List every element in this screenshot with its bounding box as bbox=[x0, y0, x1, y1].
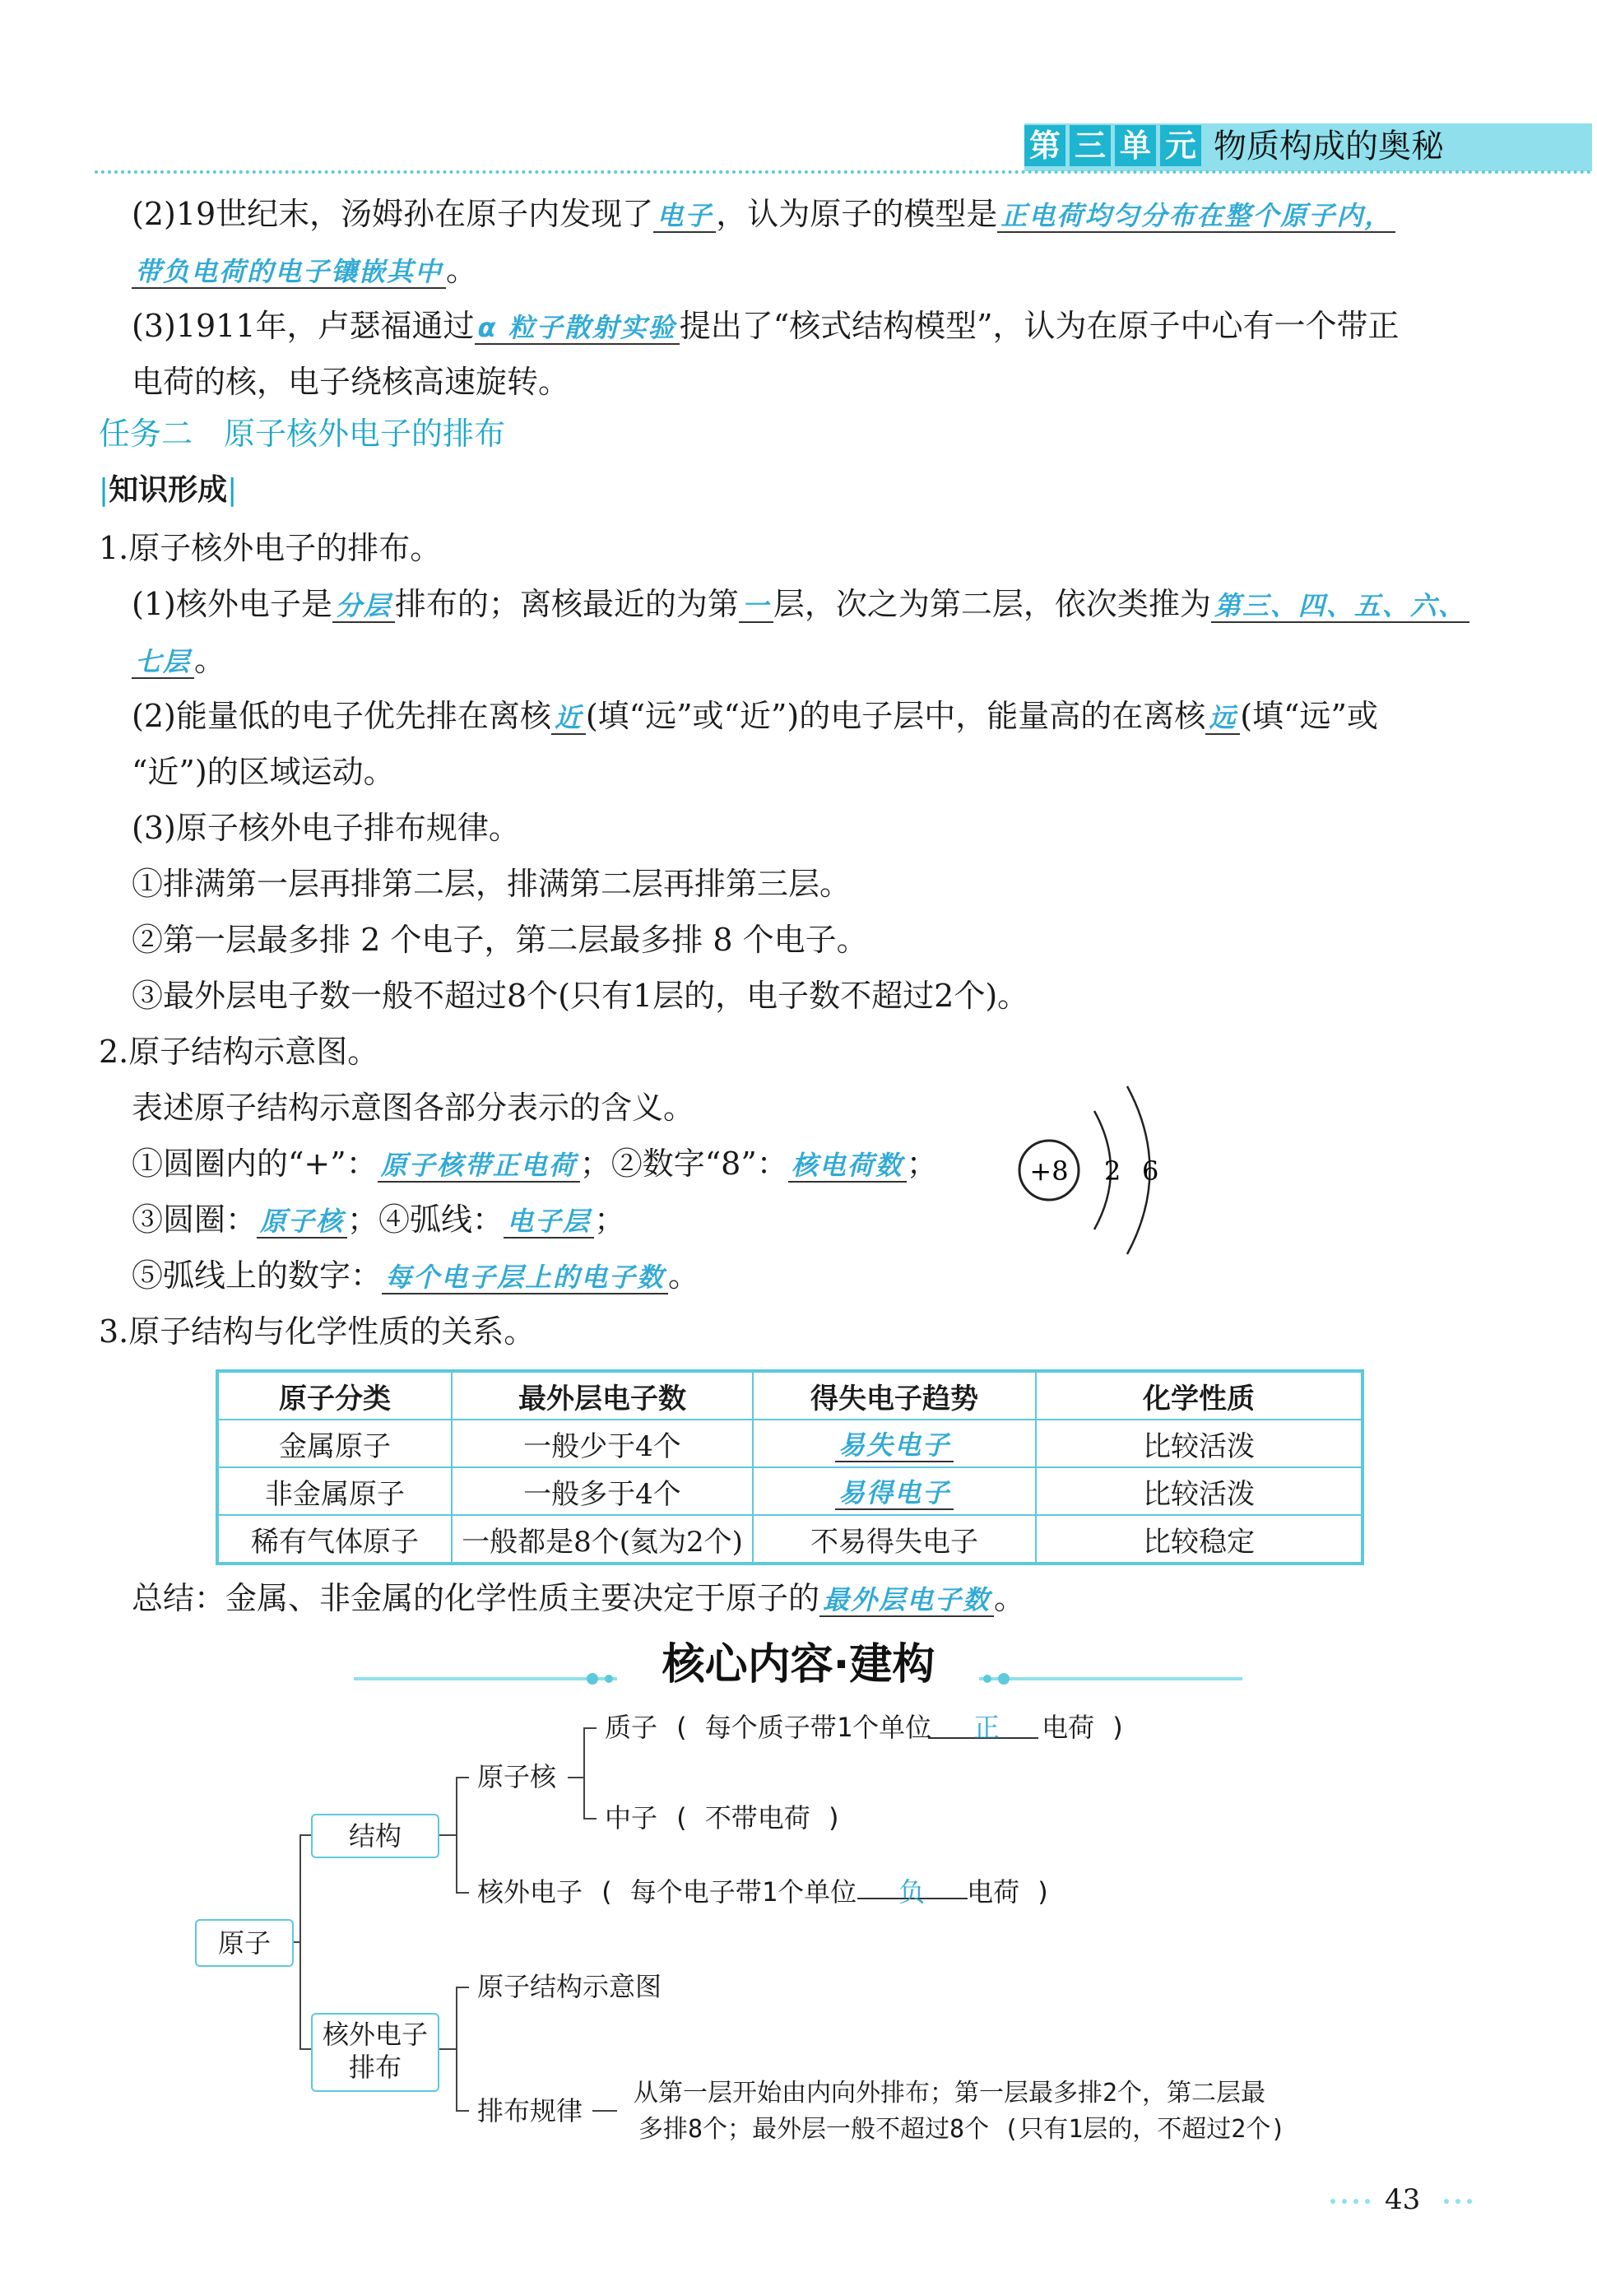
s1-l1: (1)核外电子是 分层 排布的；离核最近的为第 一 层，次之为第二层，依次类推为 第三、四、五、六、 bbox=[132, 584, 1469, 625]
node-neutron: 中子 ( 不带电荷 ) bbox=[605, 1802, 843, 1834]
answer-near: 近 bbox=[551, 702, 586, 735]
th-category: 原子分类 bbox=[217, 1371, 452, 1420]
unit-char-3: 单 bbox=[1115, 125, 1156, 166]
nucleus-label: +8 bbox=[1029, 1155, 1069, 1187]
s2-i3: ⑤弧线上的数字： 每个电子层上的电子数 。 bbox=[132, 1257, 700, 1294]
task-heading: 任务二 原子核外电子的排布 bbox=[99, 416, 506, 452]
relation-table bbox=[216, 1369, 1364, 1565]
s2-i1: ①圆圈内的“+”： 原子核带正电荷 ；②数字“8”： 核电荷数 ； bbox=[132, 1146, 938, 1182]
answer-layers-a: 第三、四、五、六、 bbox=[1211, 590, 1469, 623]
answer-outer-electron-count: 最外层电子数 bbox=[819, 1584, 994, 1617]
s1-rule2: ②第一层最多排 2 个电子，第二层最多排 8 个电子。 bbox=[132, 922, 868, 958]
unit-char-4: 元 bbox=[1160, 125, 1201, 166]
s3-title: 3.原子结构与化学性质的关系。 bbox=[99, 1313, 536, 1350]
node-nucleus: 原子核 bbox=[477, 1761, 557, 1792]
answer-nucleus-positive: 原子核带正电荷 bbox=[378, 1150, 580, 1183]
cell: 金属原子 bbox=[217, 1420, 452, 1467]
cell: 非金属原子 bbox=[217, 1467, 452, 1515]
th-outer-electrons: 最外层电子数 bbox=[452, 1371, 753, 1420]
answer-gain-electron: 易得电子 bbox=[835, 1477, 954, 1510]
cell: 一般多于4个 bbox=[452, 1467, 753, 1515]
answer-nucleus: 原子核 bbox=[257, 1206, 347, 1239]
p3-line2: 电荷的核，电子绕核高速旋转。 bbox=[132, 364, 570, 400]
node-structure: 结构 bbox=[311, 1814, 439, 1858]
node-rule-text: 从第一层开始由内向外排布；第一层最多排2个，第二层最 多排8个；最外层一般不超过8个 (只有1层的，不超过2个) bbox=[634, 2079, 1286, 2144]
s1-l2b: “近”)的区域运动。 bbox=[132, 754, 395, 790]
answer-lose-electron: 易失电子 bbox=[835, 1429, 954, 1462]
p2-line1: (2)19世纪末，汤姆孙在原子内发现了 电子 ，认为原子的模型是 正电荷均匀分布在整个原子内， bbox=[132, 194, 1395, 235]
node-electron: 核外电子 ( 每个电子带1个单位 负 电荷 ) bbox=[477, 1876, 1052, 1908]
node-atom: 原子 bbox=[195, 1919, 294, 1967]
answer-negative: 负 bbox=[898, 1876, 926, 1908]
answer-alpha: α 粒子散射实验 bbox=[475, 312, 680, 345]
s2-i2: ③圆圈： 原子核 ；④弧线： 电子层 ； bbox=[132, 1201, 626, 1238]
cell bbox=[753, 1467, 1036, 1515]
answer-electron: 电子 bbox=[653, 200, 716, 233]
answer-shell: 电子层 bbox=[504, 1206, 594, 1239]
s1-rule1: ①排满第一层再排第二层，排满第二层再排第三层。 bbox=[132, 866, 852, 902]
cell: 一般都是8个(氦为2个) bbox=[452, 1515, 753, 1564]
table-row bbox=[217, 1420, 1363, 1467]
cell bbox=[753, 1420, 1036, 1467]
answer-far: 远 bbox=[1205, 702, 1240, 735]
s3-summary: 总结：金属、非金属的化学性质主要决定于原子的 最外层电子数 。 bbox=[132, 1580, 1026, 1616]
table-header-row bbox=[217, 1371, 1363, 1420]
answer-first: 一 bbox=[739, 590, 773, 623]
page-number: 43 bbox=[1385, 2183, 1421, 2216]
answer-layered: 分层 bbox=[332, 590, 395, 623]
th-tendency: 得失电子趋势 bbox=[753, 1371, 1036, 1420]
answer-layers-b: 七层 bbox=[132, 646, 194, 679]
p3-line1: (3)1911年，卢瑟福通过 α 粒子散射实验 提出了“核式结构模型”，认为在原子中心有一个带正 bbox=[132, 308, 1400, 344]
answer-positive: 正 bbox=[973, 1712, 1000, 1743]
s1-title: 1.原子核外电子的排布。 bbox=[99, 530, 442, 566]
unit-char-1: 第 bbox=[1024, 125, 1065, 166]
table-row bbox=[217, 1515, 1363, 1564]
cell: 一般少于4个 bbox=[452, 1420, 753, 1467]
s1-rule3: ③最外层电子数一般不超过8个(只有1层的，电子数不超过2个)。 bbox=[132, 978, 1029, 1014]
node-rule: 排布规律 bbox=[477, 2095, 583, 2126]
node-arrangement: 核外电子 排布 bbox=[311, 2013, 439, 2092]
shell2-count: 6 bbox=[1142, 1155, 1159, 1187]
node-diagram: 原子结构示意图 bbox=[477, 1971, 662, 2002]
answer-model-b: 带负电荷的电子镶嵌其中 bbox=[132, 256, 446, 289]
header-dotted-line bbox=[95, 170, 1592, 174]
knowledge-label: |知识形成| bbox=[99, 473, 238, 507]
table-row bbox=[217, 1467, 1363, 1515]
s1-l1b: 七层 。 bbox=[132, 640, 225, 681]
s2-title: 2.原子结构示意图。 bbox=[99, 1034, 379, 1070]
shell1-count: 2 bbox=[1104, 1155, 1121, 1187]
cell: 不易得失电子 bbox=[753, 1515, 1036, 1564]
answer-electron-count: 每个电子层上的电子数 bbox=[382, 1262, 668, 1294]
cell: 稀有气体原子 bbox=[217, 1515, 452, 1564]
cell: 比较活泼 bbox=[1036, 1467, 1363, 1515]
answer-nuclear-charge: 核电荷数 bbox=[788, 1150, 907, 1183]
node-proton: 质子 ( 每个质子带1个单位 正 电荷 ) bbox=[605, 1712, 1126, 1743]
p2-line2: 带负电荷的电子镶嵌其中 。 bbox=[132, 250, 477, 291]
cell: 比较稳定 bbox=[1036, 1515, 1363, 1564]
unit-char-2: 三 bbox=[1070, 125, 1111, 166]
s1-l3: (3)原子核外电子排布规律。 bbox=[132, 810, 520, 846]
cell: 比较活泼 bbox=[1036, 1420, 1363, 1467]
answer-model-a: 正电荷均匀分布在整个原子内， bbox=[997, 200, 1395, 233]
core-heading: 核心内容·建构 bbox=[662, 1640, 935, 1689]
s1-l2: (2)能量低的电子优先排在离核 近 (填“远”或“近”)的电子层中，能量高的在离核 远 (填“远”或 bbox=[132, 698, 1378, 734]
atom-structure-diagram bbox=[1012, 1078, 1177, 1267]
unit-title: 物质构成的奥秘 bbox=[1214, 128, 1444, 165]
th-property: 化学性质 bbox=[1036, 1371, 1363, 1420]
s2-intro: 表述原子结构示意图各部分表示的含义。 bbox=[132, 1090, 695, 1126]
